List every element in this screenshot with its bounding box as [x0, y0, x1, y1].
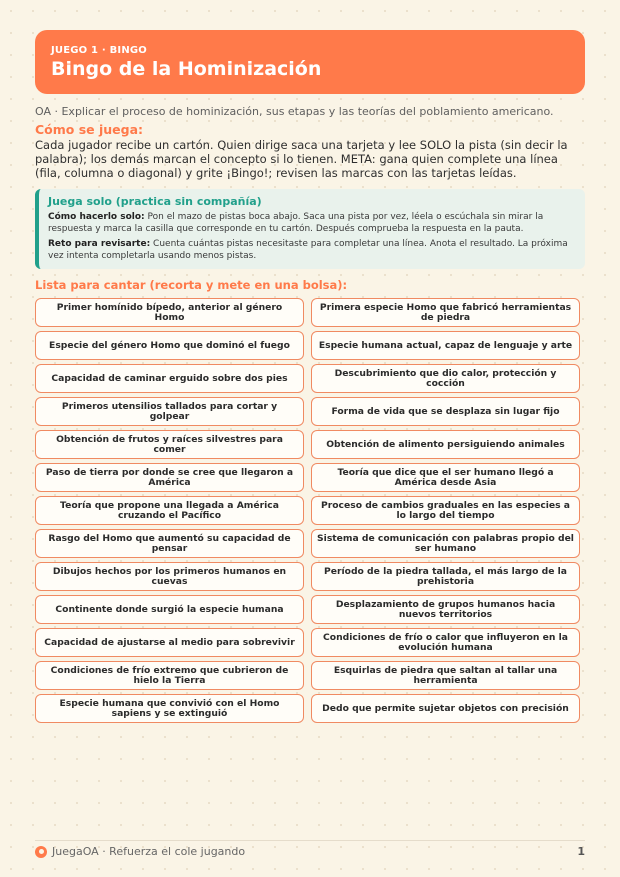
- how-to-text: Cada jugador recibe un cartón. Quien dirige saca una tarjeta y lee SOLO la pista (sin decir la palabra); los demás marcan el concepto si lo tienen. META: gana quien complete una línea (fila, columna o diagonal) y grite ¡Bingo!; revisen las marcas con las tarjetas leídas.: [35, 138, 568, 180]
- clue-card: Dibujos hechos por los primeros humanos en cuevas: [35, 562, 304, 591]
- call-list-heading: Lista para cantar (recorta y mete en una bolsa):: [35, 278, 348, 292]
- clue-card: Obtención de frutos y raíces silvestres para comer: [35, 430, 304, 459]
- solo-title: Juega solo (practica sin compañía): [48, 195, 262, 208]
- clue-card: Especie humana que convivió con el Homo sapiens y se extinguió: [35, 694, 304, 723]
- clue-card: Capacidad de caminar erguido sobre dos pies: [35, 364, 304, 393]
- clue-card: Primer homínido bípedo, anterior al género Homo: [35, 298, 304, 327]
- solo-p1-text: Pon el mazo de pistas boca abajo. Saca una pista por vez, léela o escúchala sin mirar la respuesta y marca la casilla que corresponde en tu cartón. Después comprueba la respuesta en la pauta.: [48, 212, 544, 234]
- clue-card: Primera especie Homo que fabricó herramientas de piedra: [311, 298, 580, 327]
- clue-card: Esquirlas de piedra que saltan al tallar una herramienta: [311, 661, 580, 690]
- solo-paragraph-2: [48, 238, 575, 262]
- clue-card: Sistema de comunicación con palabras propio del ser humano: [311, 529, 580, 558]
- clue-card-grid: [35, 298, 585, 723]
- clue-card: Especie humana actual, capaz de lenguaje y arte: [311, 331, 580, 360]
- clue-card: Condiciones de frío extremo que cubrieron de hielo la Tierra: [35, 661, 304, 690]
- clue-card: Primeros utensilios tallados para cortar y golpear: [35, 397, 304, 426]
- page-title: Bingo de la Hominización: [51, 57, 322, 80]
- clue-card: Desplazamiento de grupos humanos hacia nuevos territorios: [311, 595, 580, 624]
- clue-card: Período de la piedra tallada, el más largo de la prehistoria: [311, 562, 580, 591]
- solo-play-box: [35, 189, 585, 269]
- clue-card: Forma de vida que se desplaza sin lugar fijo: [311, 397, 580, 426]
- logo-icon: [35, 846, 47, 858]
- learning-objective: OA · Explicar el proceso de hominización, sus etapas y las teorías del poblamiento americano.: [35, 105, 554, 118]
- footer: [35, 840, 585, 858]
- clue-card: Teoría que propone una llegada a América cruzando el Pacífico: [35, 496, 304, 525]
- clue-card: Continente donde surgió la especie humana: [35, 595, 304, 624]
- how-to-heading: Cómo se juega:: [35, 122, 144, 137]
- solo-p1-label: Cómo hacerlo solo:: [48, 212, 145, 222]
- game-kicker: JUEGO 1 · BINGO: [51, 44, 148, 56]
- clue-card: Dedo que permite sujetar objetos con precisión: [311, 694, 580, 723]
- header-banner: [35, 30, 585, 94]
- page: [35, 30, 585, 723]
- clue-card: Proceso de cambios graduales en las especies a lo largo del tiempo: [311, 496, 580, 525]
- clue-card: Obtención de alimento persiguiendo animales: [311, 430, 580, 459]
- footer-brand-text: JuegaOA · Refuerza el cole jugando: [52, 845, 246, 858]
- footer-brand: [35, 845, 245, 858]
- clue-card: Capacidad de ajustarse al medio para sobrevivir: [35, 628, 304, 657]
- solo-p2-label: Reto para revisarte:: [48, 239, 151, 249]
- clue-card: Especie del género Homo que dominó el fuego: [35, 331, 304, 360]
- solo-paragraph-1: [48, 211, 575, 235]
- clue-card: Teoría que dice que el ser humano llegó a América desde Asia: [311, 463, 580, 492]
- solo-p2-text: Cuenta cuántas pistas necesitaste para completar una línea. Anota el resultado. La próxima vez intenta completarla usando menos pistas.: [48, 239, 568, 261]
- clue-card: Descubrimiento que dio calor, protección y cocción: [311, 364, 580, 393]
- clue-card: Rasgo del Homo que aumentó su capacidad de pensar: [35, 529, 304, 558]
- clue-card: Paso de tierra por donde se cree que llegaron a América: [35, 463, 304, 492]
- clue-card: Condiciones de frío o calor que influyeron en la evolución humana: [311, 628, 580, 657]
- page-number: 1: [577, 845, 585, 858]
